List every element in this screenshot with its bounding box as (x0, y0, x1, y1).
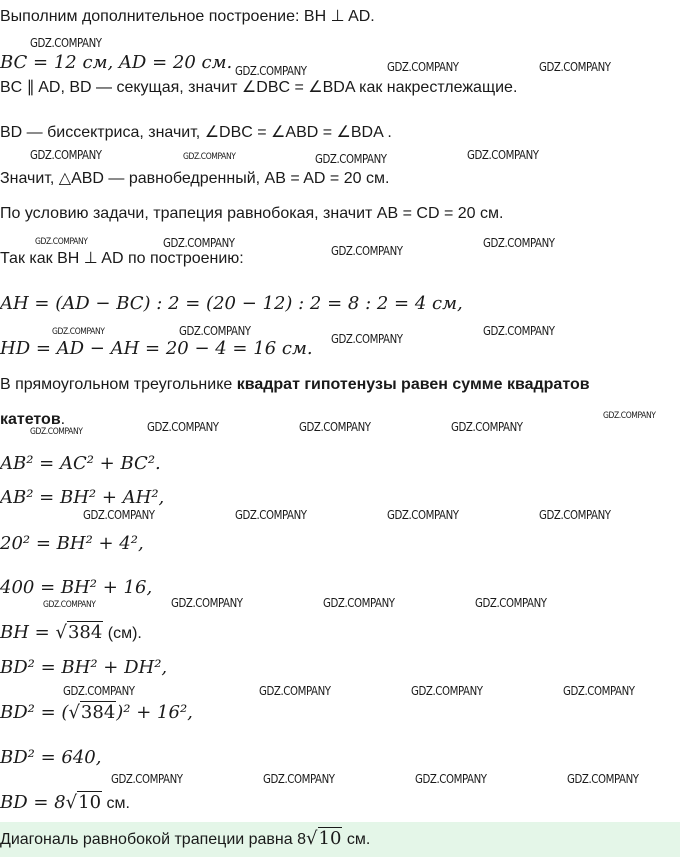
line-bd-3: BD² = 640, (0, 747, 102, 768)
watermark: GDZ.COMPANY (30, 36, 102, 50)
sqrt-symbol: √384 (55, 622, 103, 643)
line-bd-result: BD = 8√10 см. (0, 792, 130, 813)
watermark: GDZ.COMPANY (539, 508, 611, 522)
watermark: GDZ.COMPANY (263, 772, 335, 786)
sqrt-symbol: √10 (65, 792, 102, 813)
watermark: GDZ.COMPANY (35, 237, 88, 247)
watermark: GDZ.COMPANY (411, 684, 483, 698)
watermark: GDZ.COMPANY (567, 772, 639, 786)
line-given: BC = 12 см, AD = 20 см. (0, 52, 233, 73)
line-hd: HD = AD − AH = 20 − 4 = 16 см. (0, 338, 313, 359)
line-construction: Выполним дополнительное построение: BH ⊥ AD. (0, 8, 375, 25)
watermark: GDZ.COMPANY (171, 596, 243, 610)
line-since: Так как BH ⊥ AD по построению: (0, 250, 244, 267)
line-eq-4: 400 = BH² + 16, (0, 577, 153, 598)
watermark: GDZ.COMPANY (83, 508, 155, 522)
sqrt-symbol: √384 (68, 702, 116, 723)
watermark: GDZ.COMPANY (483, 236, 555, 250)
line-parallel: BC ∥ AD, BD — секущая, значит ∠DBC = ∠BDA как накрестлежащие. (0, 79, 518, 96)
line-katetov: катетов. (0, 411, 66, 428)
line-eq-1: AB² = AC² + BC². (0, 453, 161, 474)
line-bd-1: BD² = BH² + DH², (0, 657, 168, 678)
watermark: GDZ.COMPANY (315, 152, 387, 166)
line-pythagoras-intro: В прямоугольном треугольнике квадрат гипотенузы равен сумме квадратов (0, 376, 590, 393)
watermark: GDZ.COMPANY (331, 244, 403, 258)
watermark: GDZ.COMPANY (323, 596, 395, 610)
answer-box (0, 822, 680, 857)
watermark: GDZ.COMPANY (415, 772, 487, 786)
watermark: GDZ.COMPANY (235, 508, 307, 522)
line-ah: AH = (AD − BC) : 2 = (20 − 12) : 2 = 8 : 2 = 4 см, (0, 293, 463, 314)
line-bd-2: BD² = (√384)² + 16², (0, 702, 193, 723)
watermark: GDZ.COMPANY (603, 411, 656, 421)
watermark: GDZ.COMPANY (483, 324, 555, 338)
watermark: GDZ.COMPANY (43, 600, 96, 610)
watermark: GDZ.COMPANY (475, 596, 547, 610)
watermark: GDZ.COMPANY (299, 420, 371, 434)
watermark: GDZ.COMPANY (63, 684, 135, 698)
watermark: GDZ.COMPANY (331, 332, 403, 346)
watermark: GDZ.COMPANY (259, 684, 331, 698)
watermark: GDZ.COMPANY (52, 327, 105, 337)
watermark: GDZ.COMPANY (183, 152, 236, 162)
watermark: GDZ.COMPANY (111, 772, 183, 786)
line-bh: BH = √384 (см). (0, 622, 142, 643)
watermark: GDZ.COMPANY (563, 684, 635, 698)
line-eq-2: AB² = BH² + AH², (0, 487, 165, 508)
watermark: GDZ.COMPANY (163, 236, 235, 250)
watermark: GDZ.COMPANY (451, 420, 523, 434)
line-eq-3: 20² = BH² + 4², (0, 533, 144, 554)
watermark: GDZ.COMPANY (147, 420, 219, 434)
watermark: GDZ.COMPANY (387, 508, 459, 522)
line-isosceles: Значит, △ABD — равнобедренный, AB = AD = 20 см. (0, 170, 390, 187)
watermark: GDZ.COMPANY (539, 60, 611, 74)
watermark: GDZ.COMPANY (235, 64, 307, 78)
watermark: GDZ.COMPANY (467, 148, 539, 162)
line-bisector: BD — биссектриса, значит, ∠DBC = ∠ABD = ∠BDA . (0, 124, 392, 141)
answer-text: Диагональ равнобокой трапеции равна 8√10 см. (0, 828, 371, 849)
watermark: GDZ.COMPANY (179, 324, 251, 338)
line-equal-sides: По условию задачи, трапеция равнобокая, значит AB = CD = 20 см. (0, 205, 504, 222)
sqrt-symbol: √10 (306, 828, 342, 849)
watermark: GDZ.COMPANY (30, 427, 83, 437)
watermark: GDZ.COMPANY (30, 148, 102, 162)
watermark: GDZ.COMPANY (387, 60, 459, 74)
